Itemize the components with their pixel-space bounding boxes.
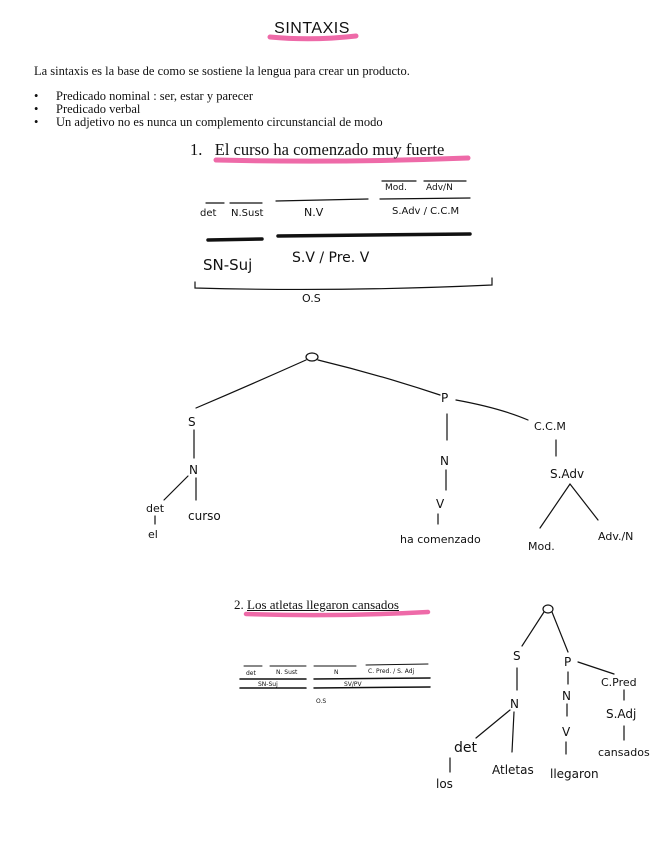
example2-number: 2. [234,597,244,612]
label-mod: Mod. [385,183,407,193]
tree2-det: det [454,740,477,756]
tree2-pn: N [562,689,571,703]
example2-syntax-tree [436,605,650,791]
label-n-v: N.V [304,206,324,219]
tree2-p: P [564,655,572,669]
bullet-item: • Predicado nominal : ser, estar y parecer [34,90,383,103]
tree1-sadv: S.Adv [550,467,585,481]
label2-cpred: C. Pred. / S. Adj [368,668,415,675]
tree1-adv-n: Adv./N [598,530,634,543]
label2-os: O.S [316,698,327,705]
example1-number: 1. [190,140,203,159]
example2-bracket-analysis [240,664,430,705]
tree1-ccm: C.C.M [534,420,566,433]
tree1-curso: curso [188,509,221,523]
example1-syntax-tree [146,353,633,553]
tree1-pn: N [440,454,449,468]
tree1-verb: ha comenzado [400,533,481,546]
tree2-n: N [510,697,519,711]
tree1-det: det [146,502,165,515]
label2-det: det [246,670,256,677]
tree2-s: S [513,649,521,663]
tree2-v: V [562,725,571,739]
example1-bracket-analysis [195,181,492,305]
label2-n-sust: N. Sust [276,669,298,676]
label2-sn-suj: SN-Suj [258,681,278,688]
bullet-item: • Predicado verbal [34,103,383,116]
tree1-n: N [189,463,198,477]
tree2-atletas: Atletas [492,763,534,777]
label2-sv-pv: SV/PV [344,681,362,688]
page-title: SINTAXIS [274,20,350,37]
tree1-el: el [148,528,158,541]
label2-n: N [334,669,339,676]
label-os: O.S [302,292,321,305]
intro-text: La sintaxis es la base de como se sostiene la lengua para crear un producto. [34,64,410,78]
tree1-s: S [188,415,196,429]
label-sn-suj: SN-Suj [203,256,253,274]
tree2-sadj: S.Adj [606,707,637,721]
example1-sentence: El curso ha comenzado muy fuerte [214,140,445,159]
tree2-los: los [436,777,453,791]
label-sv-pred: S.V / Pre. V [292,250,370,266]
label-det: det [200,208,217,219]
bullet-item: • Un adjetivo no es nunca un complemento circunstancial de modo [34,116,383,129]
tree1-mod: Mod. [528,540,555,553]
tree2-cansados: cansados [598,746,650,759]
tree1-p: P [441,391,449,405]
tree1-v: V [436,497,445,511]
tree2-cpred: C.Pred [601,676,637,689]
label-adv-n: Adv/N [426,183,453,193]
example2-sentence: Los atletas llegaron cansados [247,597,399,612]
label-sadv-ccm: S.Adv / C.C.M [392,206,460,217]
tree2-verb: llegaron [550,767,599,781]
label-n-sust: N.Sust [231,208,264,219]
